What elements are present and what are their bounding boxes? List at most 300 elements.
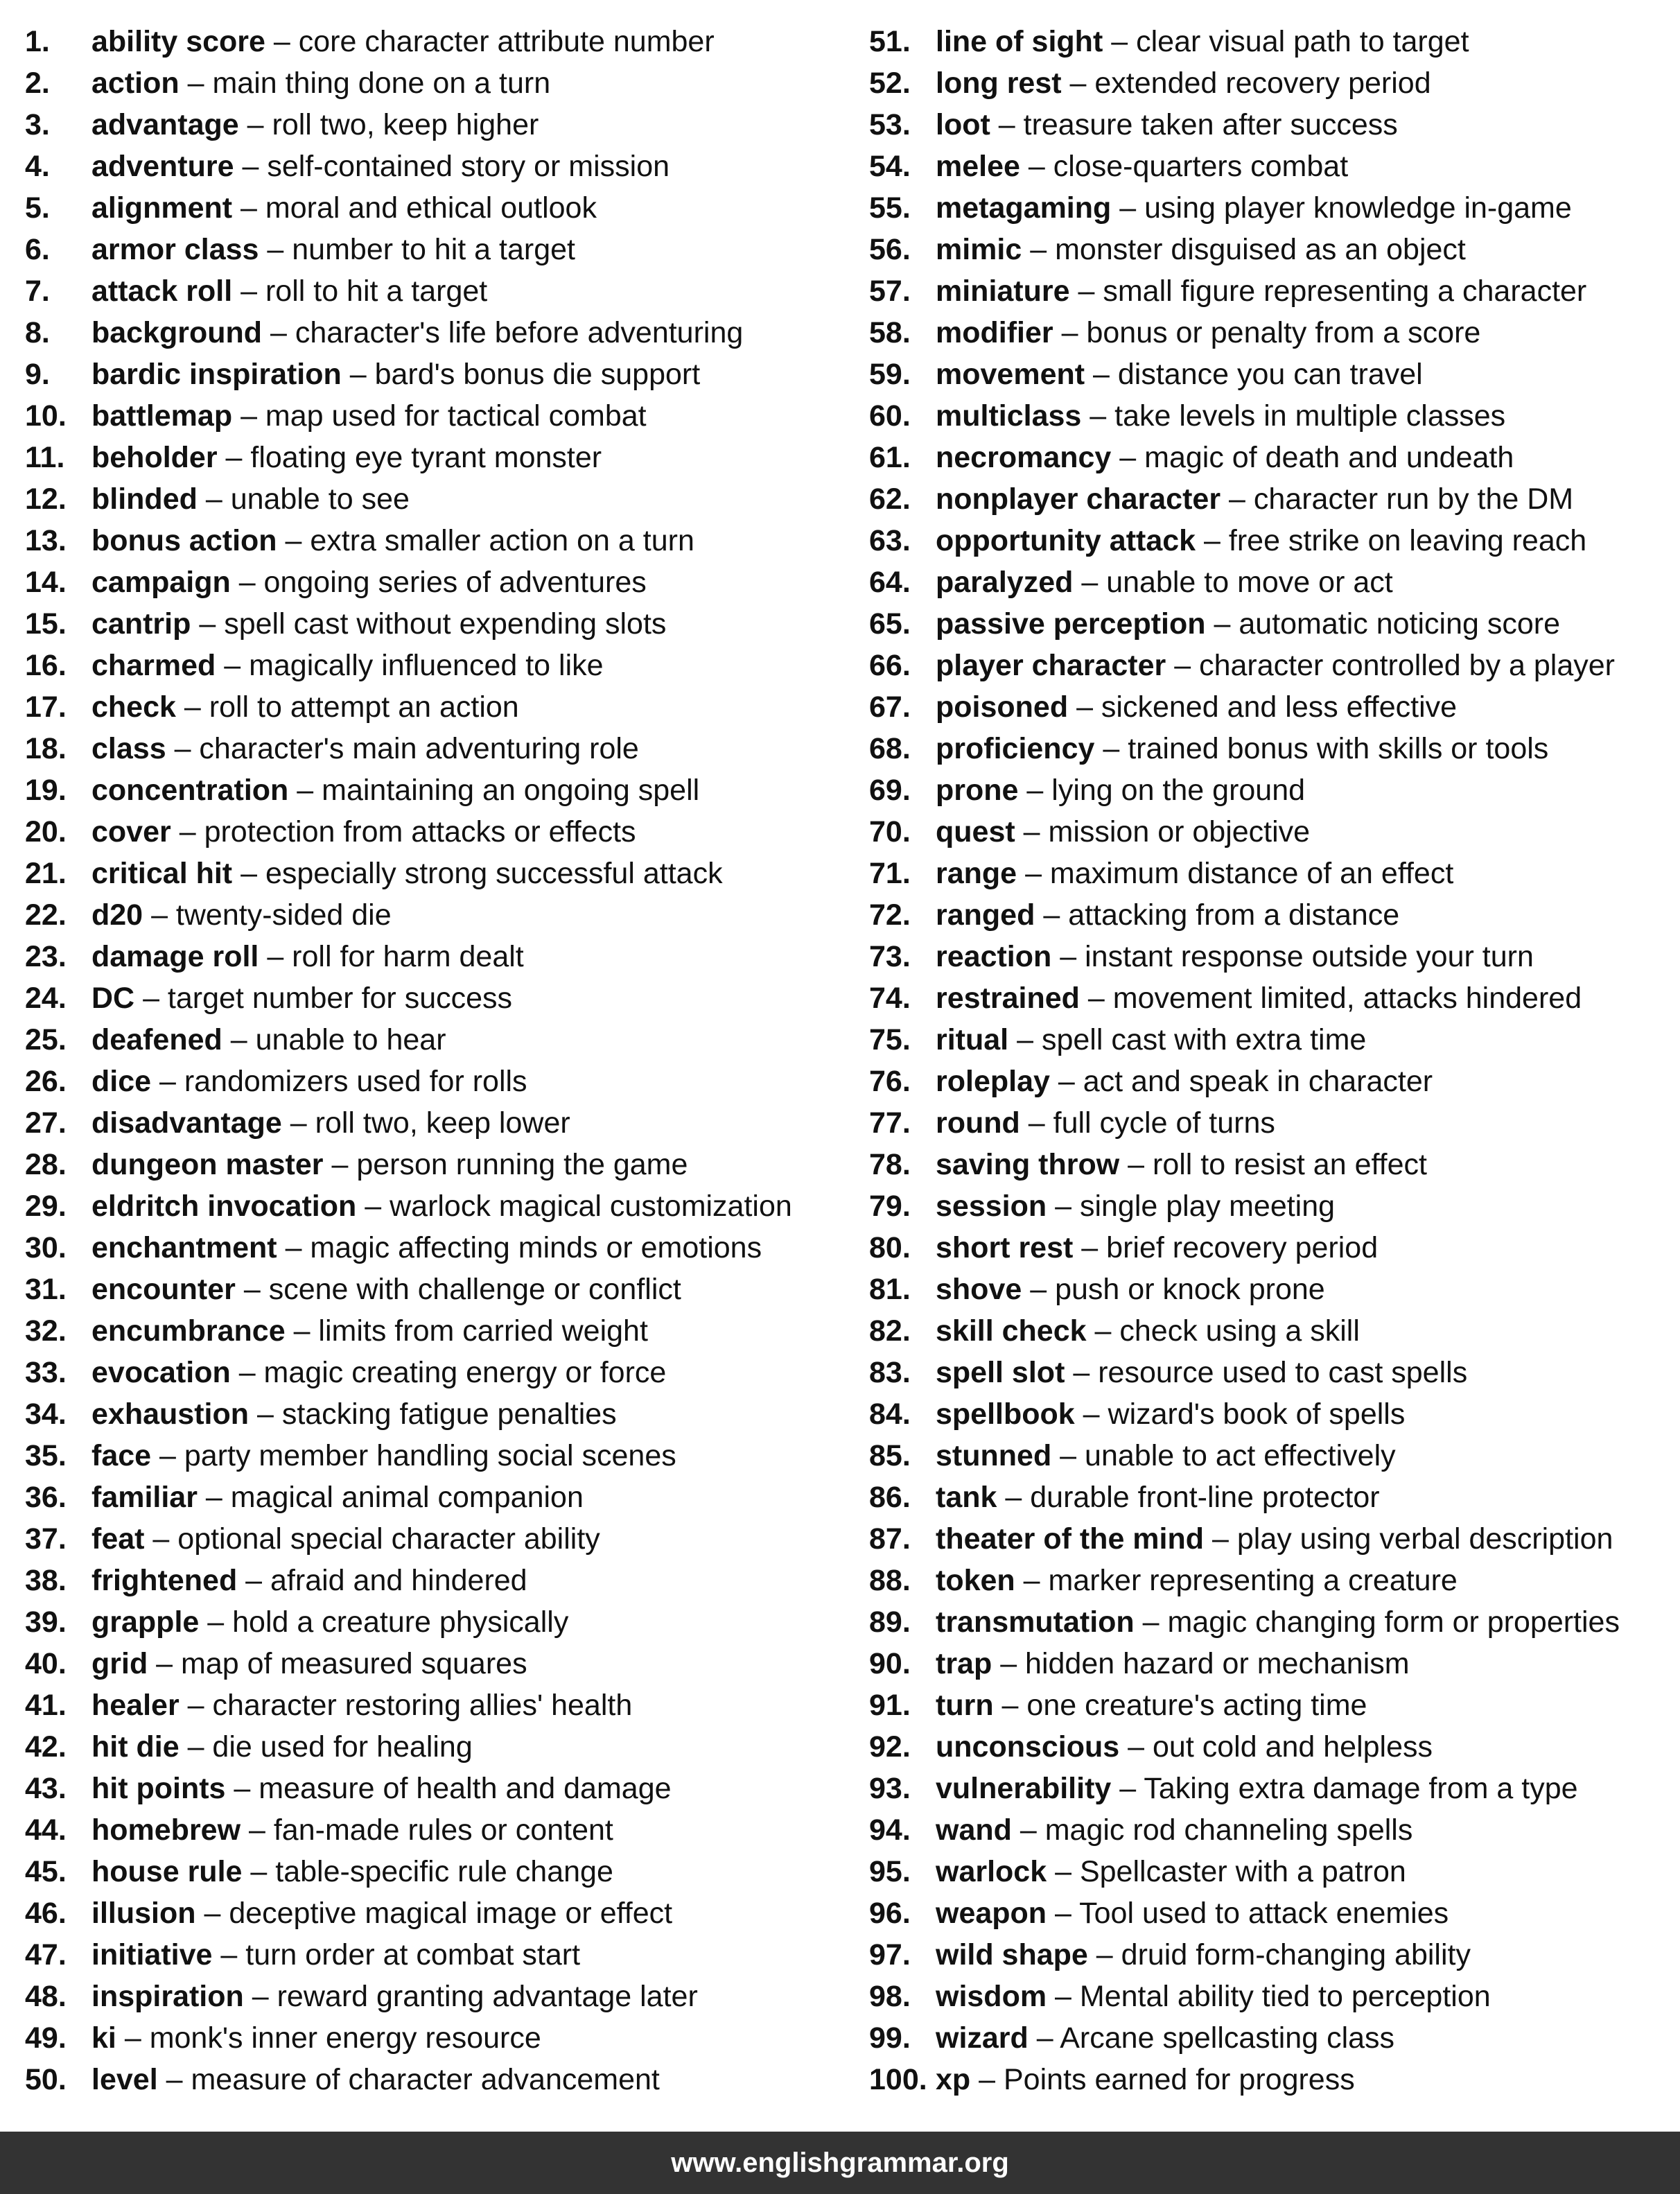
entry-text <box>936 1393 1405 1435</box>
entry-number: 86. <box>869 1481 911 1514</box>
entry-text <box>936 686 1457 728</box>
footer-bar <box>0 2132 1680 2194</box>
entry-definition: – map used for tactical combat <box>240 399 647 433</box>
entry-text <box>91 229 575 270</box>
entry-term: damage roll <box>91 940 259 973</box>
entry-definition: – monster disguised as an object <box>1030 233 1466 266</box>
entry-number: 14. <box>25 566 67 599</box>
entry-term: check <box>91 690 176 724</box>
entry-text <box>936 62 1431 104</box>
glossary-entry <box>869 104 1666 146</box>
footer-url[interactable]: www.englishgrammar.org <box>671 2148 1009 2178</box>
entry-number: 80. <box>869 1231 911 1264</box>
entry-term: prone <box>936 774 1019 807</box>
glossary-entry <box>869 686 1666 728</box>
glossary-entry <box>869 312 1666 354</box>
glossary-entry <box>25 811 843 853</box>
entry-definition: – randomizers used for rolls <box>159 1065 527 1098</box>
entry-text <box>936 437 1514 478</box>
glossary-entry <box>25 1185 843 1227</box>
entry-text <box>936 1684 1367 1726</box>
entry-term: ranged <box>936 898 1035 932</box>
entry-definition: – unable to hear <box>230 1023 446 1056</box>
entry-text <box>91 1477 584 1518</box>
glossary-entry <box>25 1477 843 1518</box>
entry-term: range <box>936 857 1017 890</box>
glossary-entry <box>25 1601 843 1643</box>
entry-text <box>91 1019 446 1061</box>
entry-number: 31. <box>25 1273 67 1306</box>
entry-text <box>936 1310 1360 1352</box>
entry-text <box>936 1934 1471 1976</box>
glossary-entry <box>869 1643 1666 1684</box>
entry-number: 71. <box>869 857 911 890</box>
glossary-entry <box>25 395 843 437</box>
entry-text <box>91 1726 473 1768</box>
entry-definition: – roll two, keep higher <box>247 108 539 141</box>
glossary-entry <box>869 520 1666 561</box>
entry-term: theater of the mind <box>936 1522 1205 1556</box>
entry-definition: – target number for success <box>143 982 513 1015</box>
entry-definition: – magic changing form or properties <box>1142 1605 1620 1639</box>
glossary-entry <box>25 561 843 603</box>
entry-text <box>936 520 1586 561</box>
glossary-entry <box>25 1310 843 1352</box>
entry-number: 46. <box>25 1897 67 1930</box>
entry-number: 28. <box>25 1148 67 1181</box>
entry-definition: – magically influenced to like <box>224 649 604 682</box>
entry-number: 20. <box>25 815 67 848</box>
entry-term: player character <box>936 649 1166 682</box>
entry-text <box>91 769 699 811</box>
entry-text <box>91 2059 660 2100</box>
entry-definition: – play using verbal description <box>1211 1522 1613 1556</box>
entry-definition: – afraid and hindered <box>245 1564 527 1597</box>
glossary-entry <box>25 645 843 686</box>
entry-definition: – floating eye tyrant monster <box>225 441 602 474</box>
entry-text <box>91 1393 617 1435</box>
entry-term: ki <box>91 2021 116 2055</box>
entry-term: grapple <box>91 1605 200 1639</box>
entry-term: dungeon master <box>91 1148 324 1181</box>
entry-term: blinded <box>91 482 198 516</box>
entry-number: 77. <box>869 1106 911 1140</box>
glossary-entry <box>25 1684 843 1726</box>
glossary-column-right <box>869 21 1666 2100</box>
entry-text <box>91 1061 527 1102</box>
entry-definition: – bonus or penalty from a score <box>1061 316 1481 349</box>
entry-text <box>91 561 647 603</box>
entry-number: 42. <box>25 1730 67 1764</box>
entry-number: 54. <box>869 150 911 183</box>
entry-text <box>936 1976 1491 2017</box>
entry-text <box>936 1144 1427 1185</box>
entry-definition: – ongoing series of adventures <box>238 566 647 599</box>
glossary-entry <box>869 603 1666 645</box>
entry-term: shove <box>936 1273 1022 1306</box>
entry-term: background <box>91 316 263 349</box>
entry-number: 76. <box>869 1065 911 1098</box>
entry-definition: – treasure taken after success <box>998 108 1398 141</box>
entry-term: dice <box>91 1065 152 1098</box>
entry-number: 62. <box>869 482 911 516</box>
entry-term: class <box>91 732 166 765</box>
entry-number: 60. <box>869 399 911 433</box>
entry-number: 79. <box>869 1190 911 1223</box>
glossary-entry <box>25 1435 843 1477</box>
entry-definition: – die used for healing <box>187 1730 473 1764</box>
entry-term: opportunity attack <box>936 524 1196 557</box>
entry-number: 24. <box>25 982 67 1015</box>
entry-number: 35. <box>25 1439 67 1472</box>
entry-text <box>91 1768 672 1809</box>
glossary-entry <box>25 1227 843 1269</box>
entry-text <box>91 1684 632 1726</box>
entry-definition: – person running the game <box>331 1148 688 1181</box>
entry-number: 99. <box>869 2021 911 2055</box>
entry-number: 74. <box>869 982 911 1015</box>
entry-definition: – check using a skill <box>1094 1314 1360 1348</box>
glossary-entry <box>869 1726 1666 1768</box>
entry-text <box>936 1892 1449 1934</box>
entry-number: 85. <box>869 1439 911 1472</box>
entry-text <box>936 270 1586 312</box>
entry-text <box>936 1560 1458 1601</box>
entry-definition: – monk's inner energy resource <box>124 2021 541 2055</box>
entry-number: 66. <box>869 649 911 682</box>
entry-text <box>91 1809 613 1851</box>
entry-number: 32. <box>25 1314 67 1348</box>
entry-term: encounter <box>91 1273 236 1306</box>
entry-number: 4. <box>25 150 50 183</box>
entry-term: cantrip <box>91 607 191 641</box>
entry-number: 93. <box>869 1772 911 1805</box>
entry-term: disadvantage <box>91 1106 282 1140</box>
entry-definition: – stacking fatigue penalties <box>256 1398 617 1431</box>
entry-definition: – druid form-changing ability <box>1096 1938 1471 1971</box>
glossary-entry <box>869 769 1666 811</box>
entry-text <box>936 1601 1620 1643</box>
entry-number: 69. <box>869 774 911 807</box>
entry-definition: – deceptive magical image or effect <box>204 1897 673 1930</box>
entry-number: 78. <box>869 1148 911 1181</box>
entry-text <box>91 645 604 686</box>
entry-term: initiative <box>91 1938 213 1971</box>
entry-definition: – map of measured squares <box>156 1647 527 1680</box>
entry-text <box>936 1227 1378 1269</box>
entry-text <box>936 1768 1578 1809</box>
entry-term: homebrew <box>91 1813 241 1847</box>
glossary-entry <box>869 187 1666 229</box>
glossary-entry <box>869 229 1666 270</box>
entry-term: enchantment <box>91 1231 277 1264</box>
entry-term: adventure <box>91 150 234 183</box>
entry-number: 82. <box>869 1314 911 1348</box>
entry-number: 67. <box>869 690 911 724</box>
entry-definition: – maximum distance of an effect <box>1025 857 1454 890</box>
entry-text <box>91 1892 672 1934</box>
entry-definition: – lying on the ground <box>1026 774 1306 807</box>
entry-definition: – limits from carried weight <box>293 1314 648 1348</box>
glossary-entry <box>25 312 843 354</box>
entry-definition: – hidden hazard or mechanism <box>1000 1647 1410 1680</box>
glossary-entry <box>25 1934 843 1976</box>
entry-text <box>91 936 524 977</box>
entry-number: 38. <box>25 1564 67 1597</box>
glossary-entry <box>25 229 843 270</box>
entry-term: charmed <box>91 649 216 682</box>
entry-text <box>936 853 1453 894</box>
entry-term: poisoned <box>936 690 1069 724</box>
entry-text <box>91 1518 600 1560</box>
entry-definition: – hold a creature physically <box>207 1605 569 1639</box>
entry-text <box>936 811 1310 853</box>
glossary-entry <box>25 1352 843 1393</box>
entry-term: necromancy <box>936 441 1112 474</box>
entry-term: loot <box>936 108 990 141</box>
glossary-entry <box>25 977 843 1019</box>
entry-text <box>936 1477 1380 1518</box>
entry-number: 37. <box>25 1522 67 1556</box>
entry-definition: – spell cast without expending slots <box>199 607 667 641</box>
entry-definition: – character run by the DM <box>1229 482 1574 516</box>
entry-number: 56. <box>869 233 911 266</box>
glossary-entry <box>25 1851 843 1892</box>
entry-term: hit points <box>91 1772 226 1805</box>
glossary-entry <box>869 936 1666 977</box>
glossary-entry <box>869 1809 1666 1851</box>
entry-definition: – attacking from a distance <box>1043 898 1400 932</box>
entry-definition: – Spellcaster with a patron <box>1055 1855 1406 1888</box>
entry-term: paralyzed <box>936 566 1074 599</box>
entry-definition: – maintaining an ongoing spell <box>297 774 700 807</box>
entry-text <box>91 1435 676 1477</box>
entry-definition: – roll two, keep lower <box>290 1106 570 1140</box>
glossary-entry <box>25 21 843 62</box>
entry-definition: – character's life before adventuring <box>270 316 744 349</box>
glossary-entry <box>869 478 1666 520</box>
entry-text <box>91 1601 568 1643</box>
entry-term: DC <box>91 982 135 1015</box>
entry-number: 100. <box>869 2063 927 2096</box>
entry-term: round <box>936 1106 1020 1140</box>
entry-text <box>91 270 487 312</box>
entry-text <box>936 1185 1335 1227</box>
entry-number: 17. <box>25 690 67 724</box>
entry-text <box>91 1976 698 2017</box>
entry-definition: – one creature's acting time <box>1001 1689 1367 1722</box>
entry-text <box>936 1435 1396 1477</box>
entry-text <box>91 478 410 520</box>
glossary-entry <box>25 894 843 936</box>
entry-number: 9. <box>25 358 50 391</box>
entry-number: 5. <box>25 191 50 225</box>
glossary-entry <box>869 1684 1666 1726</box>
entry-number: 57. <box>869 275 911 308</box>
entry-number: 65. <box>869 607 911 641</box>
entry-text <box>91 1269 681 1310</box>
entry-text <box>936 603 1560 645</box>
entry-term: alignment <box>91 191 233 225</box>
glossary-entry <box>869 1768 1666 1809</box>
entry-definition: – trained bonus with skills or tools <box>1103 732 1549 765</box>
entry-number: 81. <box>869 1273 911 1306</box>
entry-text <box>91 1144 688 1185</box>
entry-text <box>936 1643 1410 1684</box>
entry-text <box>91 1352 666 1393</box>
glossary-entry <box>869 146 1666 187</box>
entry-term: inspiration <box>91 1980 244 2013</box>
glossary-entry <box>25 2017 843 2059</box>
entry-text <box>936 104 1398 146</box>
entry-term: melee <box>936 150 1020 183</box>
entry-definition: – unable to act effectively <box>1060 1439 1396 1472</box>
entry-definition: – extended recovery period <box>1069 67 1431 100</box>
entry-number: 96. <box>869 1897 911 1930</box>
entry-text <box>936 1851 1406 1892</box>
glossary-entry <box>869 1892 1666 1934</box>
entry-number: 91. <box>869 1689 911 1722</box>
entry-term: mimic <box>936 233 1022 266</box>
entry-term: encumbrance <box>91 1314 286 1348</box>
entry-term: unconscious <box>936 1730 1120 1764</box>
glossary-entry <box>869 1976 1666 2017</box>
glossary-entry <box>869 1227 1666 1269</box>
entry-term: multiclass <box>936 399 1082 433</box>
entry-text <box>91 977 512 1019</box>
entry-definition: – character restoring allies' health <box>187 1689 633 1722</box>
entry-number: 98. <box>869 1980 911 2013</box>
entry-text <box>91 187 597 229</box>
entry-number: 39. <box>25 1605 67 1639</box>
entry-definition: – magic rod channeling spells <box>1020 1813 1413 1847</box>
glossary-column-left <box>25 21 843 2100</box>
entry-number: 89. <box>869 1605 911 1639</box>
entry-text <box>91 894 392 936</box>
entry-number: 12. <box>25 482 67 516</box>
glossary-entry <box>25 354 843 395</box>
entry-definition: – instant response outside your turn <box>1060 940 1534 973</box>
glossary-entry <box>869 1185 1666 1227</box>
entry-term: line of sight <box>936 25 1103 58</box>
entry-definition: – Arcane spellcasting class <box>1036 2021 1395 2055</box>
entry-number: 23. <box>25 940 67 973</box>
entry-number: 55. <box>869 191 911 225</box>
glossary-entry <box>869 395 1666 437</box>
entry-definition: – main thing done on a turn <box>187 67 551 100</box>
glossary-entry <box>869 354 1666 395</box>
entry-term: hit die <box>91 1730 180 1764</box>
entry-term: healer <box>91 1689 180 1722</box>
entry-text <box>91 1227 762 1269</box>
entry-number: 33. <box>25 1356 67 1389</box>
entry-number: 13. <box>25 524 67 557</box>
entry-term: modifier <box>936 316 1053 349</box>
glossary-entry <box>869 62 1666 104</box>
glossary-entry <box>869 1102 1666 1144</box>
entry-number: 94. <box>869 1813 911 1847</box>
glossary-entry <box>25 1393 843 1435</box>
glossary-entry <box>869 1560 1666 1601</box>
entry-text <box>91 1851 613 1892</box>
glossary-entry <box>869 21 1666 62</box>
glossary-entry <box>869 1352 1666 1393</box>
entry-number: 26. <box>25 1065 67 1098</box>
entry-term: restrained <box>936 982 1080 1015</box>
entry-definition: – automatic noticing score <box>1214 607 1561 641</box>
entry-number: 16. <box>25 649 67 682</box>
entry-text <box>91 1102 570 1144</box>
entry-term: trap <box>936 1647 992 1680</box>
entry-text <box>936 1518 1613 1560</box>
entry-definition: – bard's bonus die support <box>349 358 701 391</box>
entry-text <box>91 686 519 728</box>
entry-number: 90. <box>869 1647 911 1680</box>
glossary-entry <box>25 936 843 977</box>
glossary-entry <box>869 894 1666 936</box>
entry-text <box>936 645 1615 686</box>
entry-number: 7. <box>25 275 50 308</box>
entry-definition: – party member handling social scenes <box>159 1439 676 1472</box>
entry-number: 87. <box>869 1522 911 1556</box>
entry-number: 18. <box>25 732 67 765</box>
entry-definition: – number to hit a target <box>267 233 575 266</box>
entry-text <box>91 811 636 853</box>
entry-number: 2. <box>25 67 50 100</box>
entry-term: feat <box>91 1522 145 1556</box>
entry-definition: – fan-made rules or content <box>249 1813 613 1847</box>
glossary-entry <box>869 437 1666 478</box>
entry-term: illusion <box>91 1897 196 1930</box>
entry-definition: – using player knowledge in-game <box>1119 191 1572 225</box>
entry-number: 8. <box>25 316 50 349</box>
entry-number: 48. <box>25 1980 67 2013</box>
entry-definition: – single play meeting <box>1055 1190 1336 1223</box>
entry-term: xp <box>936 2063 971 2096</box>
entry-definition: – roll for harm dealt <box>267 940 524 973</box>
entry-text <box>91 395 647 437</box>
entry-term: wild shape <box>936 1938 1088 1971</box>
glossary-entry <box>869 1601 1666 1643</box>
glossary-entry <box>869 977 1666 1019</box>
entry-term: bardic inspiration <box>91 358 342 391</box>
entry-number: 63. <box>869 524 911 557</box>
entry-number: 64. <box>869 566 911 599</box>
glossary-entry <box>869 1851 1666 1892</box>
entry-number: 47. <box>25 1938 67 1971</box>
entry-term: action <box>91 67 180 100</box>
entry-term: beholder <box>91 441 218 474</box>
entry-definition: – magic affecting minds or emotions <box>285 1231 762 1264</box>
entry-number: 59. <box>869 358 911 391</box>
entry-term: nonplayer character <box>936 482 1221 516</box>
entry-number: 45. <box>25 1855 67 1888</box>
entry-definition: – resource used to cast spells <box>1073 1356 1468 1389</box>
entry-number: 83. <box>869 1356 911 1389</box>
glossary-entry <box>25 520 843 561</box>
entry-number: 44. <box>25 1813 67 1847</box>
entry-text <box>936 1726 1433 1768</box>
entry-term: face <box>91 1439 152 1472</box>
entry-term: quest <box>936 815 1015 848</box>
glossary-entry <box>25 62 843 104</box>
entry-number: 1. <box>25 25 50 58</box>
glossary-entry <box>869 645 1666 686</box>
entry-term: familiar <box>91 1481 198 1514</box>
entry-text <box>936 936 1534 977</box>
entry-text <box>936 2059 1355 2100</box>
entry-definition: – self-contained story or mission <box>242 150 670 183</box>
